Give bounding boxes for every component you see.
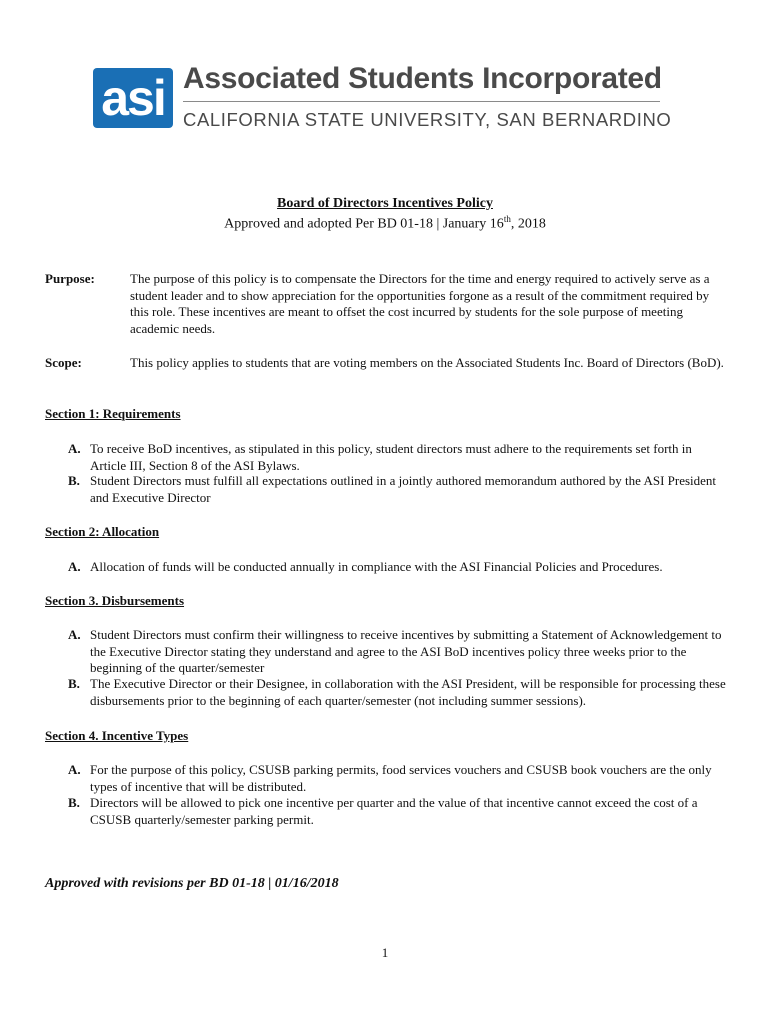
list-marker: B.: [68, 676, 80, 691]
purpose-text: The purpose of this policy is to compensate the Directors for the time and energy required to actively serve as a student leader and to show appreciation for the opportunities forgone as a result of the commitment required by this role. These incentives are meant to offset the cost incurred by students for the sole purpose of meeting academic needs.: [130, 271, 710, 336]
list-item-text: Student Directors must fulfill all expectations outlined in a jointly authored memorandum authored by the ASI President and Executive Director: [90, 473, 717, 505]
list-item-text: Student Directors must confirm their willingness to receive incentives by submitting a Statement of Acknowledgement to the Executive Director stating they understand and agree to the ASI BoD incentives policy three weeks prior to the beginning of the quarter/semester: [90, 627, 722, 675]
subtitle-ordinal: th: [503, 214, 511, 224]
purpose-label: Purpose:: [45, 271, 95, 286]
list-item: [68, 473, 728, 506]
list-item-text: To receive BoD incentives, as stipulated in this policy, student directors must adhere to the requirements set forth in Article III, Section 8 of the ASI Bylaws.: [90, 441, 692, 473]
section-2-heading: Section 2: Allocation: [45, 524, 160, 539]
asi-logo: [93, 68, 173, 128]
list-item-text: Directors will be allowed to pick one incentive per quarter and the value of that incentive cannot exceed the cost of a CSUSB quarterly/semester parking permit.: [90, 795, 698, 827]
list-marker: A.: [68, 441, 81, 456]
logo-text: asi: [101, 70, 165, 126]
list-item: [68, 559, 728, 576]
list-item: [68, 762, 728, 795]
list-item: [68, 795, 728, 828]
section-3-heading: Section 3. Disbursements: [45, 593, 185, 608]
list-item: [68, 441, 728, 474]
list-item-text: For the purpose of this policy, CSUSB parking permits, food services vouchers and CSUSB book vouchers are the only types of incentive that will be distributed.: [90, 762, 712, 794]
header-divider: [183, 101, 660, 102]
list-item: [68, 676, 728, 709]
org-subtitle: CALIFORNIA STATE UNIVERSITY, SAN BERNARDINO: [183, 109, 672, 130]
list-item-text: The Executive Director or their Designee, in collaboration with the ASI President, will be responsible for processing these disbursements prior to the beginning of each quarter/semester (not including summer sessions).: [90, 676, 726, 708]
section-4-heading: Section 4. Incentive Types: [45, 728, 189, 743]
list-marker: A.: [68, 627, 81, 642]
subtitle-year: , 2018: [510, 216, 546, 232]
list-item: [68, 627, 728, 677]
document-title: Board of Directors Incentives Policy: [277, 196, 493, 211]
scope-label: Scope:: [45, 355, 82, 370]
list-item-text: Allocation of funds will be conducted annually in compliance with the ASI Financial Policies and Procedures.: [90, 559, 663, 574]
list-marker: A.: [68, 762, 81, 777]
list-marker: B.: [68, 473, 80, 488]
document-subtitle: [0, 214, 770, 233]
approval-statement: Approved with revisions per BD 01-18 | 01/16/2018: [45, 876, 339, 891]
section-1-heading: Section 1: Requirements: [45, 406, 181, 421]
list-marker: B.: [68, 795, 80, 810]
list-marker: A.: [68, 559, 81, 574]
org-name: Associated Students Incorporated: [183, 62, 662, 95]
page-number: 1: [381, 945, 389, 960]
scope-text: This policy applies to students that are voting members on the Associated Students Inc. Board of Directors (BoD).: [130, 355, 724, 370]
subtitle-main: Approved and adopted Per BD 01-18 | January 16: [224, 216, 504, 232]
